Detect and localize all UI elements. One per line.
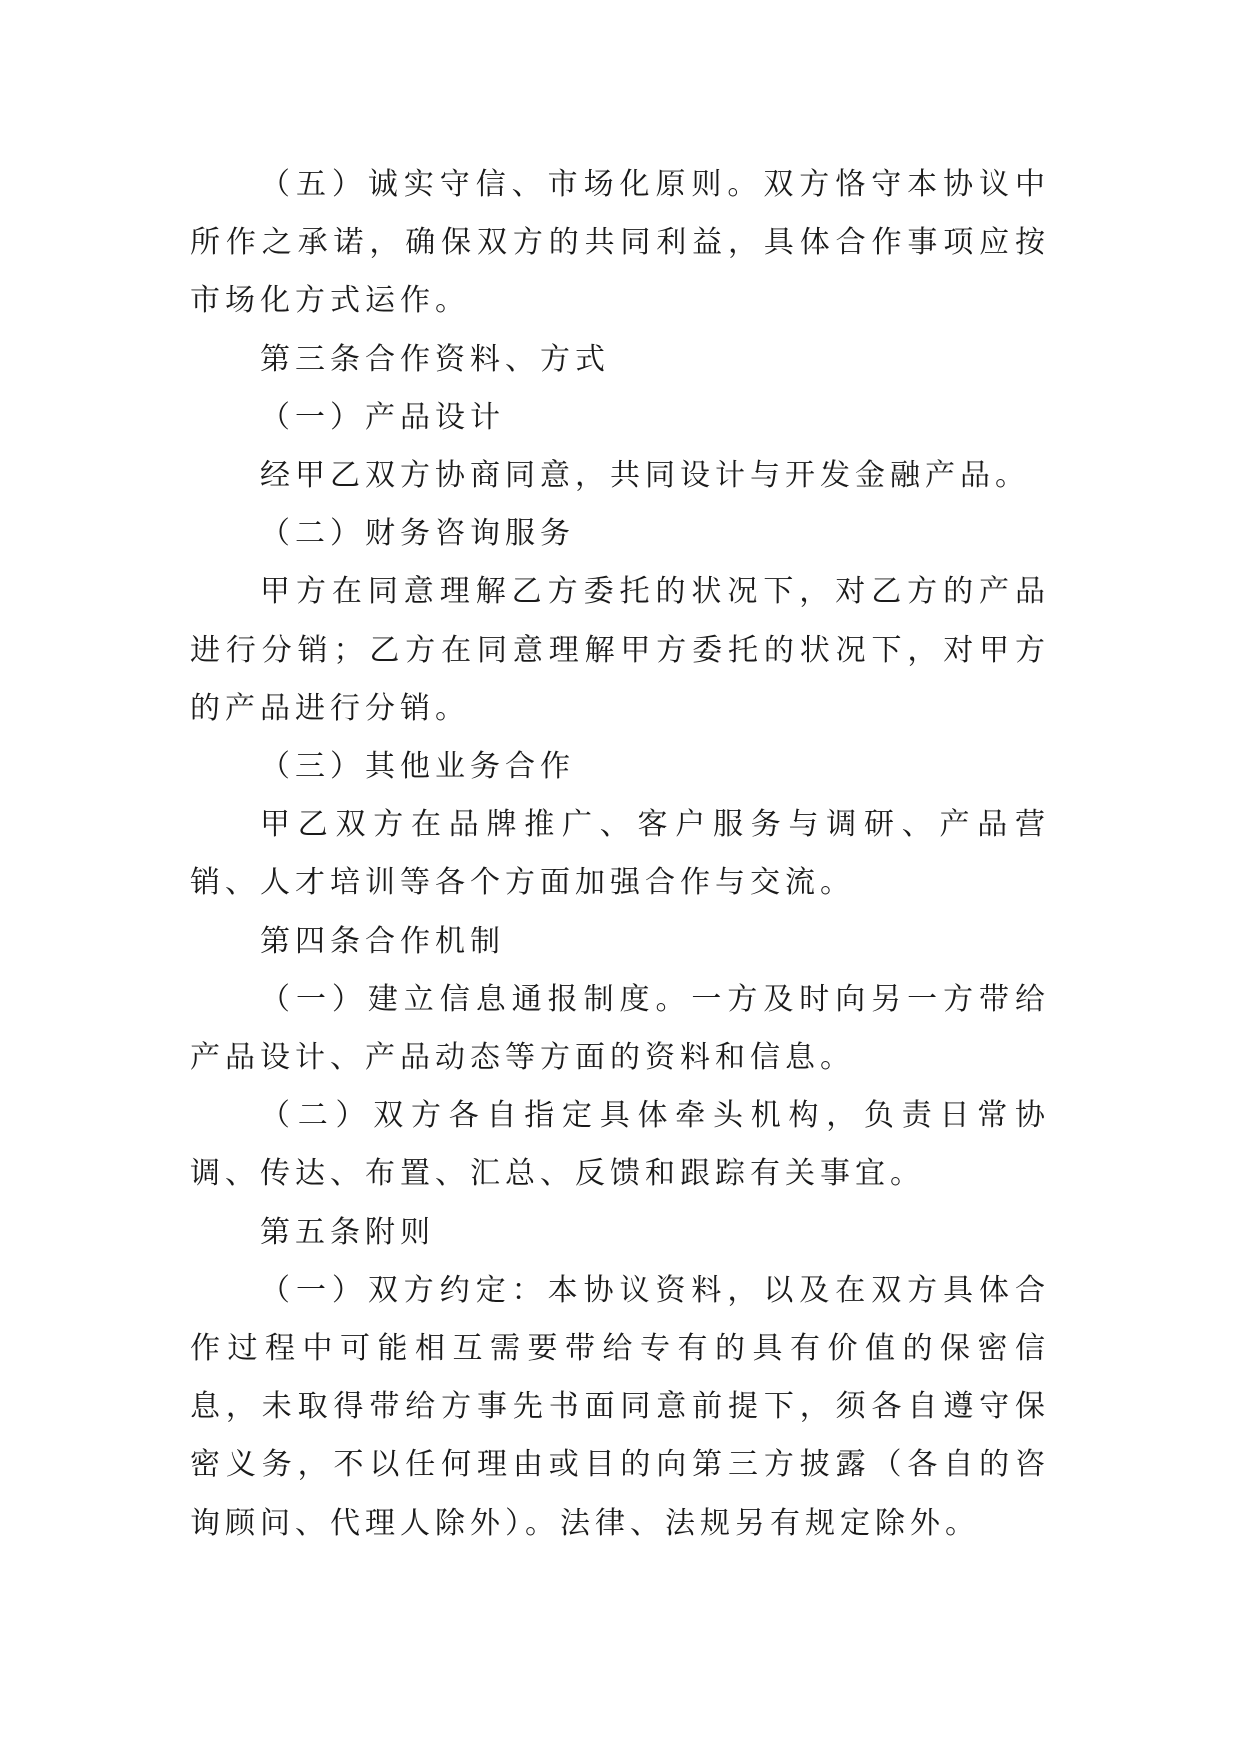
paragraph-lead-agency: （二）双方各自指定具体牵头机构，负责日常协调、传达、布置、汇总、反馈和跟踪有关事宜。: [190, 1098, 1050, 1192]
document-body: [190, 156, 1050, 1553]
paragraph-other-business: 甲乙双方在品牌推广、客户服务与调研、产品营销、人才培训等各个方面加强合作与交流。: [190, 807, 1050, 901]
paragraph-principle-five: （五）诚实守信、市场化原则。双方恪守本协议中所作之承诺，确保双方的共同利益，具体合作事项应按市场化方式运作。: [190, 167, 1050, 319]
paragraph-info-reporting: （一）建立信息通报制度。一方及时向另一方带给产品设计、产品动态等方面的资料和信息。: [190, 981, 1050, 1076]
paragraph-confidentiality: （一）双方约定：本协议资料，以及在双方具体合作过程中可能相互需要带给专有的具有价值的保密信息，未取得带给方事先书面同意前提下，须各自遵守保密义务，不以任何理由或目的向第三方披露（各自的咨询顾问、代理人除外）。法律、法规另有规定除外。: [190, 1272, 1050, 1541]
paragraph-product-design: 经甲乙双方协商同意，共同设计与开发金融产品。: [260, 458, 1030, 494]
heading-article-four: 第四条合作机制: [260, 923, 505, 959]
subheading-financial-consulting: （二）财务咨询服务: [260, 516, 575, 552]
subheading-other-business: （三）其他业务合作: [260, 749, 575, 785]
paragraph-financial-consulting: 甲方在同意理解乙方委托的状况下，对乙方的产品进行分销；乙方在同意理解甲方委托的状况下，对甲方的产品进行分销。: [190, 574, 1050, 726]
heading-article-three: 第三条合作资料、方式: [260, 341, 610, 377]
subheading-product-design: （一）产品设计: [260, 399, 505, 435]
heading-article-five: 第五条附则: [260, 1214, 435, 1250]
